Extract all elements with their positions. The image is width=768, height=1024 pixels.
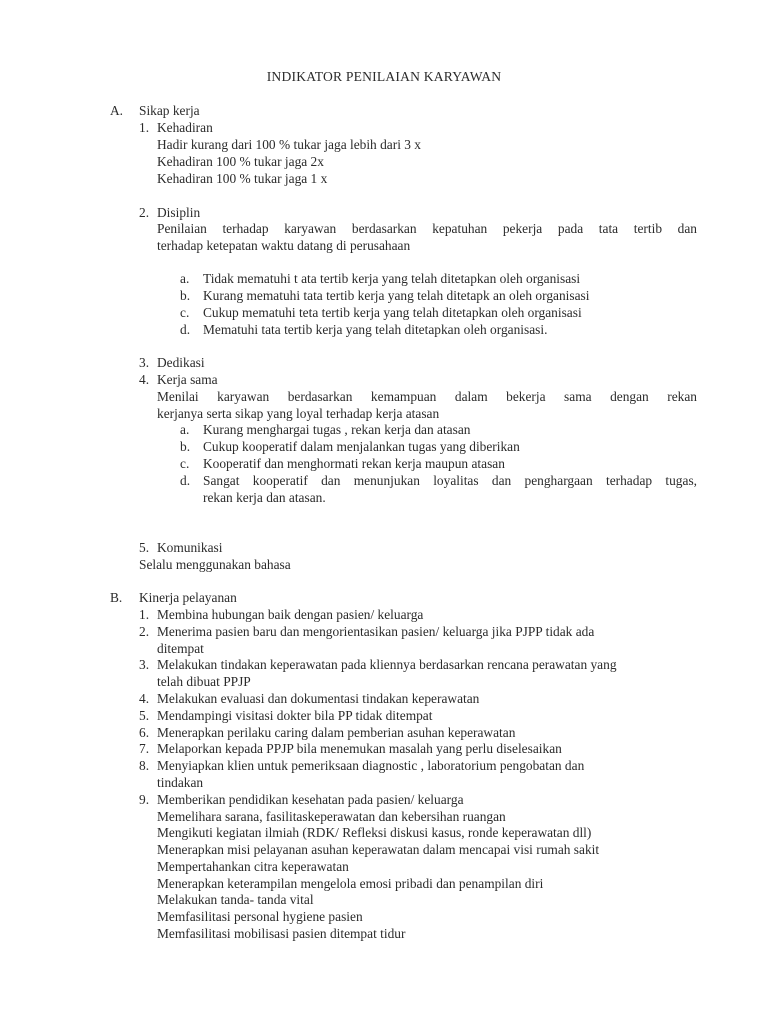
- item-number: 7.: [139, 741, 150, 756]
- section-b-heading: Kinerja pelayanan: [139, 590, 237, 605]
- list-letter: a.: [180, 422, 190, 437]
- kinerja-item: Menerima pasien baru dan mengorientasikan pasien/ keluarga jika PJPP tidak ada: [157, 624, 595, 639]
- kerja-sama-criterion-cont: rekan kerja dan atasan.: [203, 490, 326, 505]
- disiplin-heading: Disiplin: [157, 205, 201, 220]
- list-letter: c.: [180, 456, 190, 471]
- kinerja-item: Melaporkan kepada PPJP bila menemukan masalah yang perlu diselesaikan: [157, 741, 562, 756]
- item-number: 9.: [139, 792, 150, 807]
- section-a-heading: Sikap kerja: [139, 103, 200, 118]
- kinerja-item: Memberikan pendidikan kesehatan pada pasien/ keluarga: [157, 792, 464, 807]
- list-letter: a.: [180, 271, 190, 286]
- kinerja-item: Membina hubungan baik dengan pasien/ keluarga: [157, 607, 424, 622]
- kinerja-extra-line: Mempertahankan citra keperawatan: [157, 859, 349, 874]
- list-letter: b.: [180, 288, 191, 303]
- section-b-marker: B.: [110, 590, 123, 605]
- kerja-sama-description: kerjanya serta sikap yang loyal terhadap kerja atasan: [157, 406, 440, 421]
- kinerja-extra-line: Mengikuti kegiatan ilmiah (RDK/ Refleksi diskusi kasus, ronde keperawatan dll): [157, 825, 592, 840]
- kerja-sama-criterion: Kooperatif dan menghormati rekan kerja maupun atasan: [203, 456, 505, 471]
- item-number: 4.: [139, 691, 150, 706]
- kehadiran-line: Kehadiran 100 % tukar jaga 2x: [157, 154, 324, 169]
- item-number: 3.: [139, 355, 150, 370]
- kinerja-extra-line: Memfasilitasi mobilisasi pasien ditempat tidur: [157, 926, 406, 941]
- item-number: 4.: [139, 372, 150, 387]
- kinerja-item-cont: ditempat: [157, 641, 204, 656]
- kinerja-extra-line: Memelihara sarana, fasilitaskeperawatan dan kebersihan ruangan: [157, 809, 506, 824]
- kerja-sama-heading: Kerja sama: [157, 372, 218, 387]
- kinerja-extra-line: Memfasilitasi personal hygiene pasien: [157, 909, 363, 924]
- komunikasi-heading: Komunikasi: [157, 540, 223, 555]
- kinerja-extra-line: Menerapkan keterampilan mengelola emosi pribadi dan penampilan diri: [157, 876, 544, 891]
- kinerja-item: Menyiapkan klien untuk pemeriksaan diagnostic , laboratorium pengobatan dan: [157, 758, 585, 773]
- kerja-sama-criterion: Kurang menghargai tugas , rekan kerja dan atasan: [203, 422, 471, 437]
- kerja-sama-criterion: Cukup kooperatif dalam menjalankan tugas yang diberikan: [203, 439, 520, 454]
- item-number: 2.: [139, 205, 150, 220]
- dedikasi-heading: Dedikasi: [157, 355, 205, 370]
- list-letter: c.: [180, 305, 190, 320]
- kinerja-item: Mendampingi visitasi dokter bila PP tidak ditempat: [157, 708, 433, 723]
- kinerja-item-cont: tindakan: [157, 775, 204, 790]
- kehadiran-line: Hadir kurang dari 100 % tukar jaga lebih dari 3 x: [157, 137, 422, 152]
- disiplin-description: Penilaian terhadap karyawan berdasarkan kepatuhan pekerja pada tata tertib dan: [157, 221, 697, 236]
- document-title: INDIKATOR PENILAIAN KARYAWAN: [266, 69, 502, 84]
- item-number: 1.: [139, 607, 150, 622]
- kinerja-item: Melakukan evaluasi dan dokumentasi tindakan keperawatan: [157, 691, 480, 706]
- disiplin-description: terhadap ketepatan waktu datang di perusahaan: [157, 238, 411, 253]
- disiplin-criterion: Cukup mematuhi teta tertib kerja yang telah ditetapkan oleh organisasi: [203, 305, 582, 320]
- item-number: 3.: [139, 657, 150, 672]
- item-number: 5.: [139, 540, 150, 555]
- disiplin-criterion: Kurang mematuhi tata tertib kerja yang telah ditetapk an oleh organisasi: [203, 288, 590, 303]
- komunikasi-line: Selalu menggunakan bahasa: [139, 557, 291, 572]
- item-number: 6.: [139, 725, 150, 740]
- kerja-sama-description: Menilai karyawan berdasarkan kemampuan dalam bekerja sama dengan rekan: [157, 389, 697, 404]
- kinerja-item: Menerapkan perilaku caring dalam pemberian asuhan keperawatan: [157, 725, 516, 740]
- kerja-sama-criterion: Sangat kooperatif dan menunjukan loyalitas dan penghargaan terhadap tugas,: [203, 473, 697, 488]
- kinerja-extra-line: Menerapkan misi pelayanan asuhan keperawatan dalam mencapai visi rumah sakit: [157, 842, 600, 857]
- disiplin-criterion: Mematuhi tata tertib kerja yang telah ditetapkan oleh organisasi.: [203, 322, 548, 337]
- list-letter: d.: [180, 322, 191, 337]
- item-number: 8.: [139, 758, 150, 773]
- disiplin-criterion: Tidak mematuhi t ata tertib kerja yang telah ditetapkan oleh organisasi: [203, 271, 581, 286]
- item-number: 5.: [139, 708, 150, 723]
- kinerja-item: Melakukan tindakan keperawatan pada kliennya berdasarkan rencana perawatan yang: [157, 657, 617, 672]
- kinerja-extra-line: Melakukan tanda- tanda vital: [157, 892, 314, 907]
- item-number: 1.: [139, 120, 150, 135]
- kinerja-item-cont: telah dibuat PPJP: [157, 674, 251, 689]
- item-number: 2.: [139, 624, 150, 639]
- list-letter: d.: [180, 473, 191, 488]
- kehadiran-line: Kehadiran 100 % tukar jaga 1 x: [157, 171, 328, 186]
- section-a-marker: A.: [110, 103, 124, 118]
- kehadiran-heading: Kehadiran: [157, 120, 213, 135]
- list-letter: b.: [180, 439, 191, 454]
